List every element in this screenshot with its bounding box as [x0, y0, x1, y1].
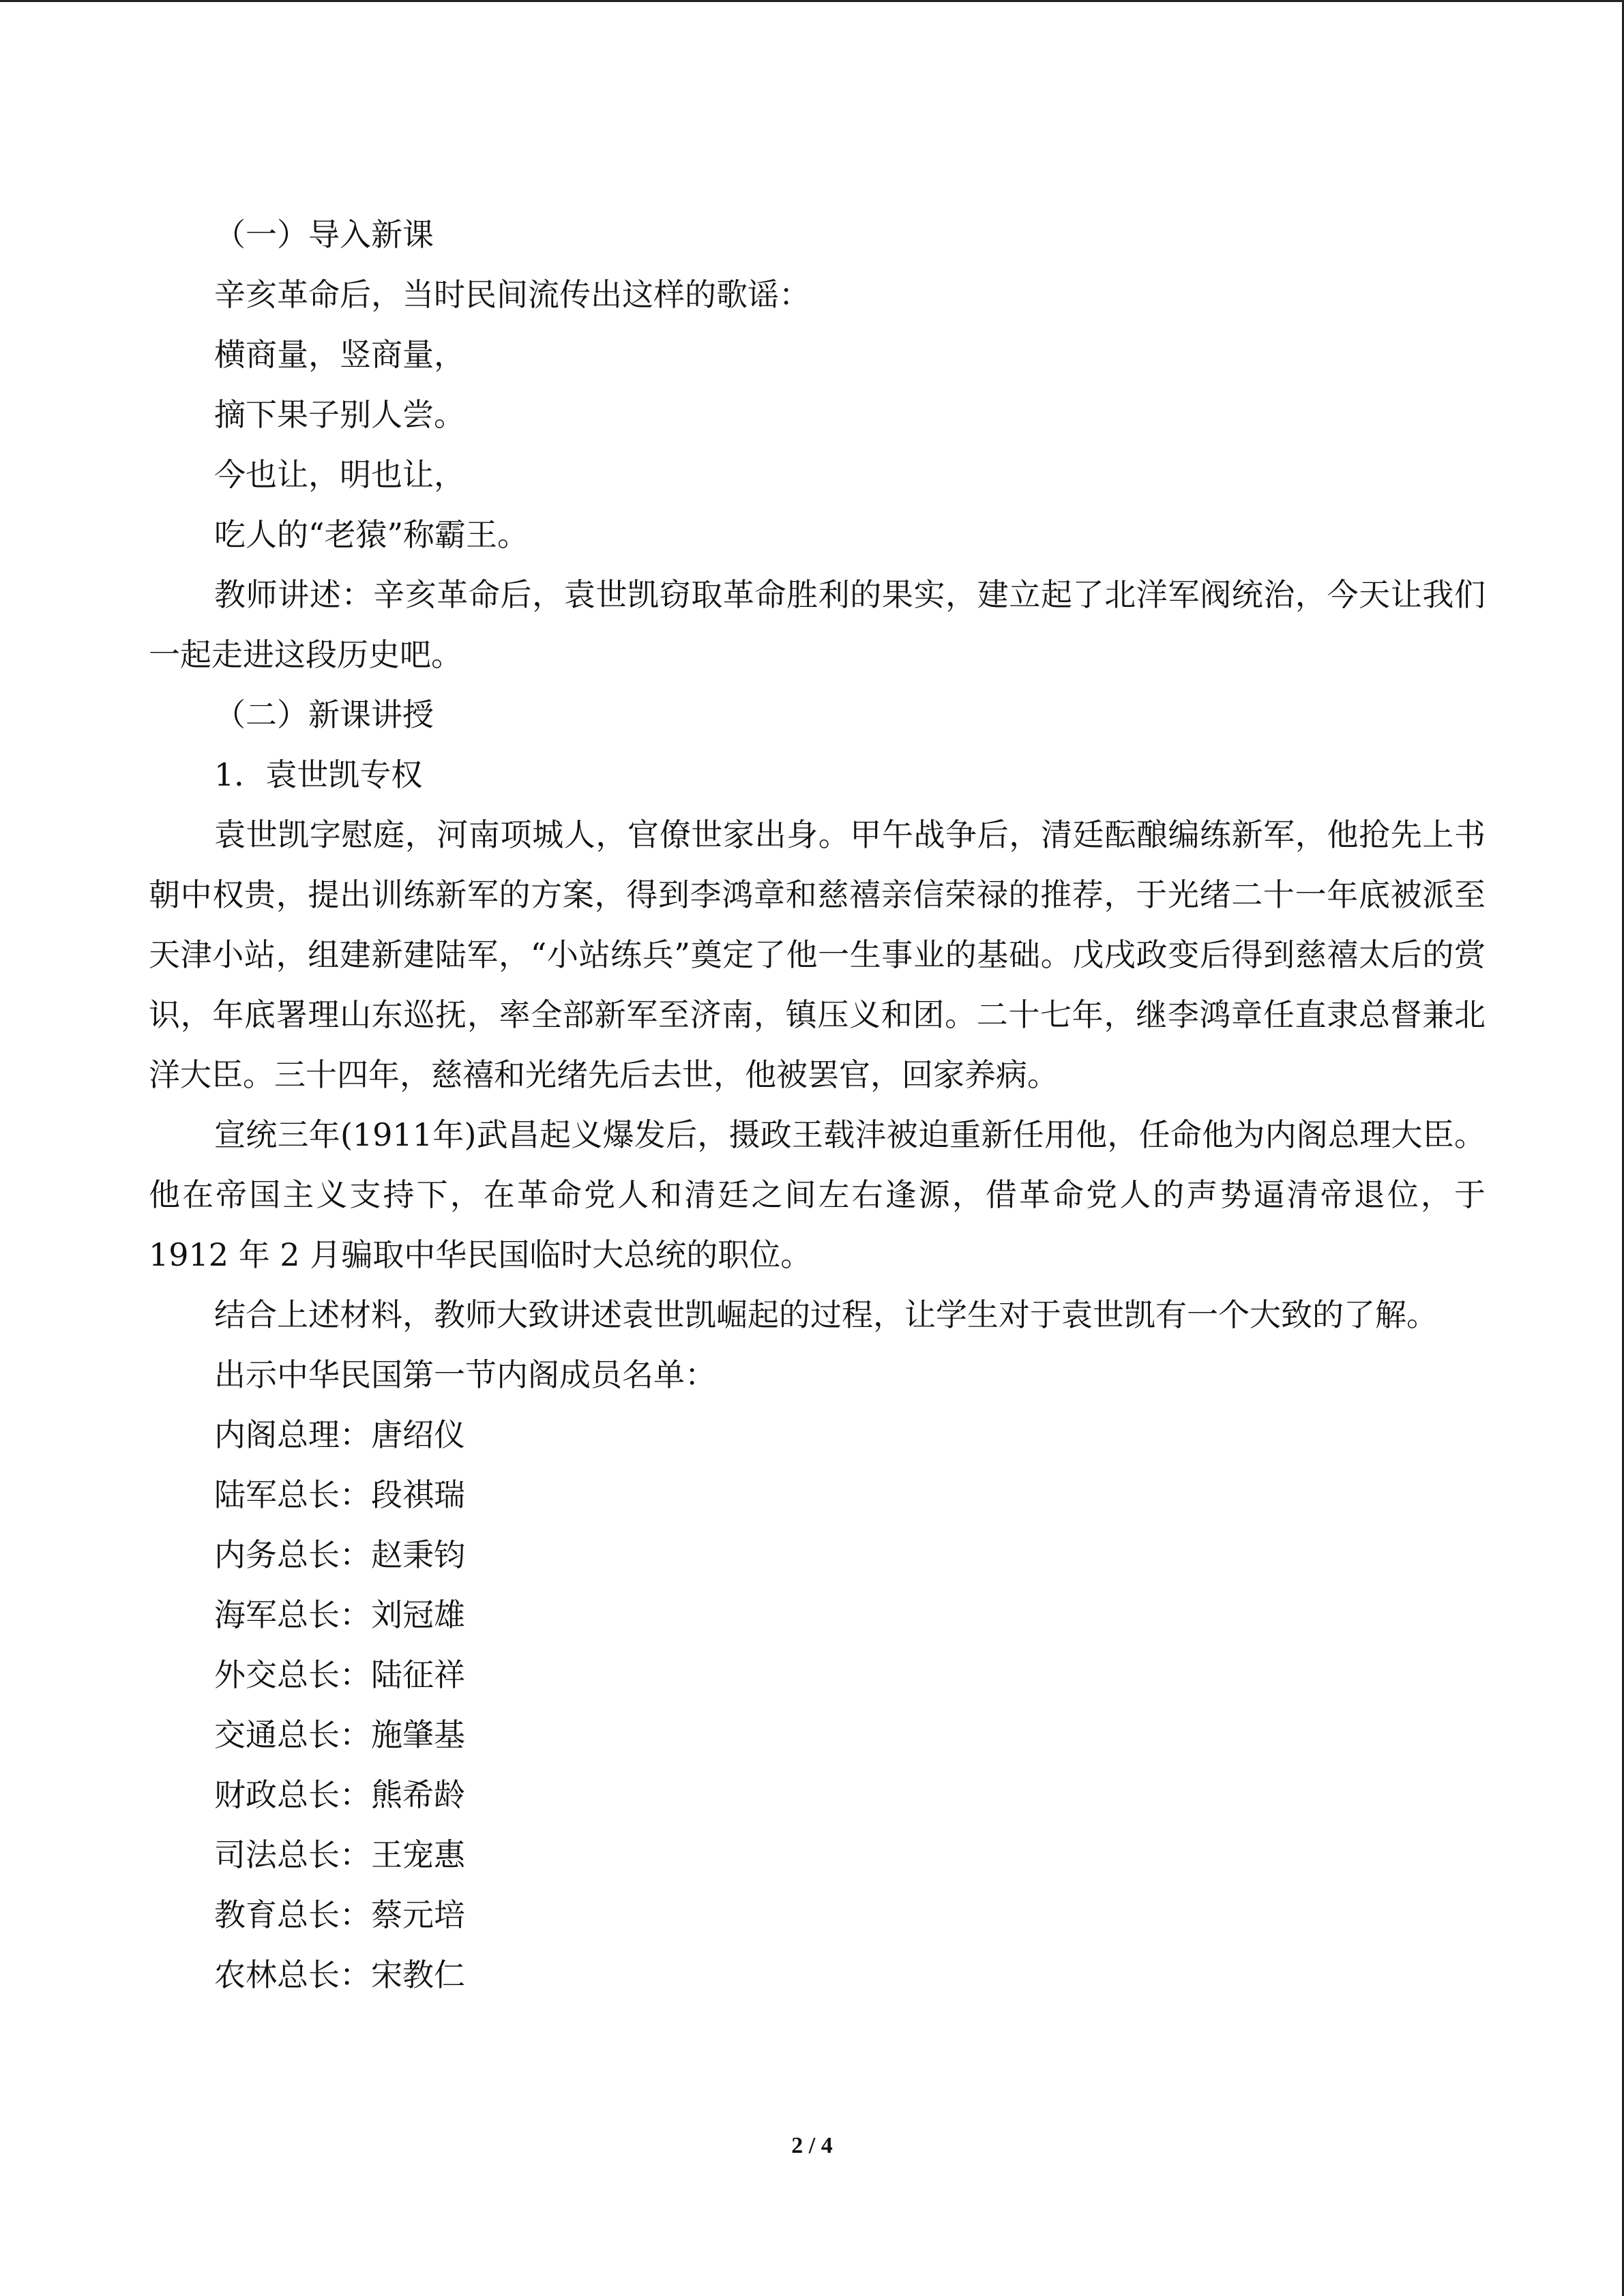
cabinet-member: 农林总长：宋教仁	[214, 1956, 465, 1993]
ballad-line: 横商量，竖商量，	[214, 336, 465, 373]
section-heading-intro: （一）导入新课	[214, 216, 434, 253]
cabinet-member: 外交总长：陆征祥	[214, 1656, 465, 1693]
paragraph-biography: 袁世凯字慰庭，河南项城人，官僚世家出身。甲午战争后，清廷酝酿编练新军，他抢先上书 朝中权贵，提出训练新军的方案，得到李鸿章和慈禧亲信荣禄的推荐，于光绪二十一年底被派至天津小站，组建新建陆军，“小站练兵”奠定了他一生事业的基础。戊戌政变后得到慈禧太后的赏识，年底署理山东巡抚，率全部新军至济南，镇压义和团。二十七年，继李鸿章任直隶总督兼北洋大臣。三十四年，慈禧和光绪先后去世，他被罢官，回家养病。	[149, 816, 1486, 1093]
section-heading-lecture: （二）新课讲授	[214, 696, 434, 733]
cabinet-member: 海军总长：刘冠雄	[214, 1596, 465, 1633]
page-number: 2 / 4	[791, 2133, 833, 2158]
cabinet-member: 司法总长：王宠惠	[214, 1836, 465, 1873]
cabinet-list	[149, 1405, 1486, 2005]
cabinet-member: 财政总长：熊希龄	[214, 1776, 465, 1813]
cabinet-member: 内阁总理：唐绍仪	[214, 1416, 465, 1453]
cabinet-member: 交通总长：施肇基	[214, 1716, 465, 1753]
page-border-top	[0, 0, 1624, 2]
subheading-yuan-shikai: 1．袁世凯专权	[214, 756, 423, 793]
cabinet-member: 内务总长：赵秉钧	[214, 1536, 465, 1573]
document-body	[149, 205, 1486, 2005]
paragraph-wuchang: 宣统三年(1911年)武昌起义爆发后，摄政王载沣被迫重新任用他，任命他为内阁总理大臣。他在帝国主义支持下，在革命党人和清廷之间左右逢源，借革命党人的声势逼清帝退位，于 1912 年 2 月骗取中华民国临时大总统的职位。	[149, 1116, 1486, 1273]
intro-text: 辛亥革命后，当时民间流传出这样的歌谣：	[214, 276, 810, 313]
ballad-line: 摘下果子别人尝。	[214, 396, 465, 433]
paragraph-summary: 结合上述材料，教师大致讲述袁世凯崛起的过程，让学生对于袁世凯有一个大致的了解。	[214, 1296, 1438, 1333]
cabinet-member: 教育总长：蔡元培	[214, 1896, 465, 1933]
ballad-line: 今也让，明也让，	[214, 456, 465, 493]
ballad-line: 吃人的“老猿”称霸王。	[214, 516, 529, 553]
teacher-remark: 教师讲述：辛亥革命后，袁世凯窃取革命胜利的果实，建立起了北洋军阀统治，今天让我们一起走进这段历史吧。	[149, 576, 1486, 673]
cabinet-member: 陆军总长：段祺瑞	[214, 1476, 465, 1513]
cabinet-intro: 出示中华民国第一节内阁成员名单：	[214, 1356, 716, 1393]
